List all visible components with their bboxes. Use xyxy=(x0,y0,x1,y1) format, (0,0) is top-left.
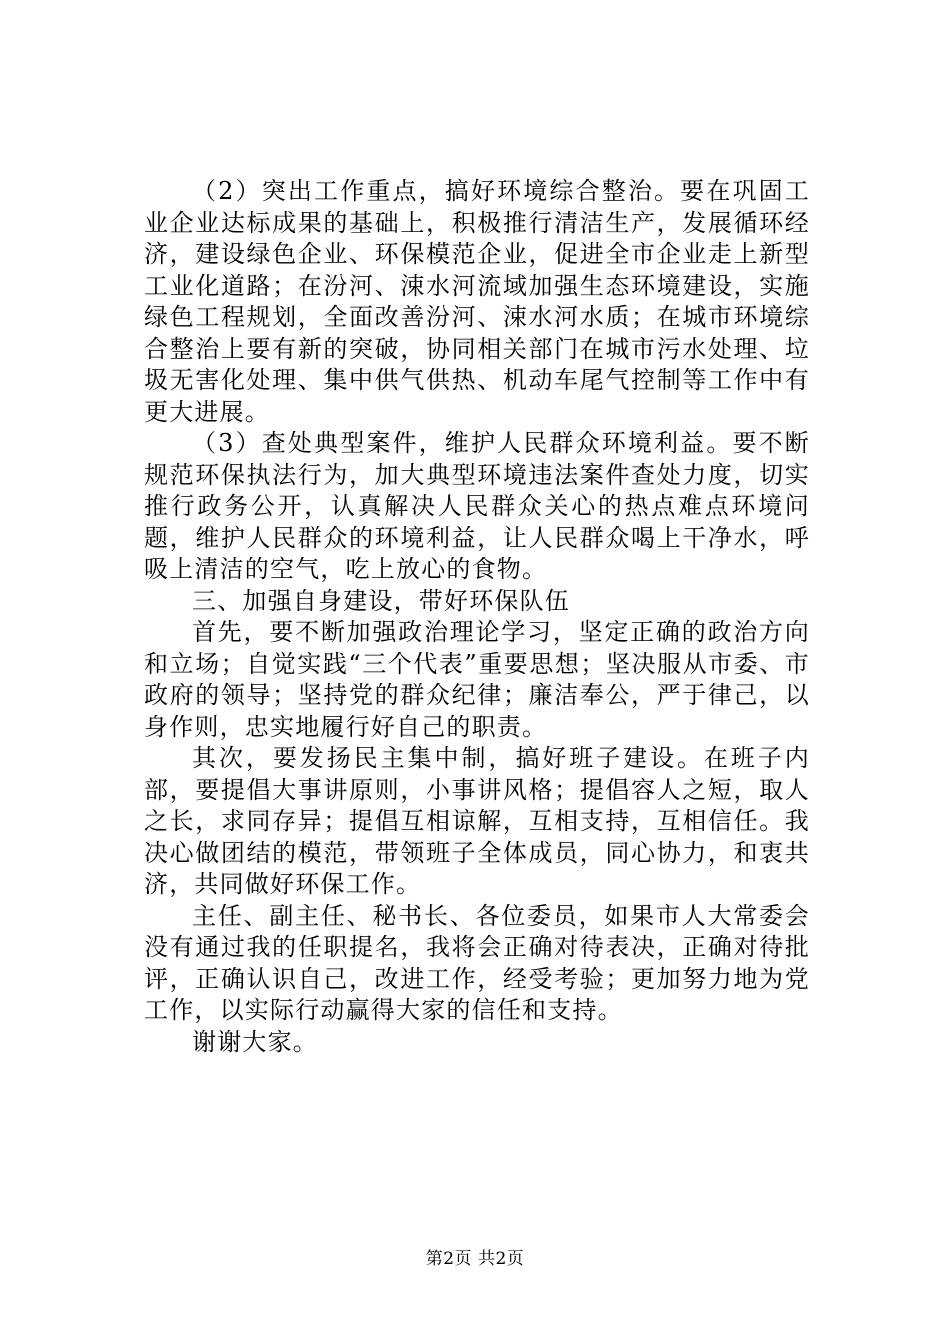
document-body xyxy=(144,176,810,1058)
paragraph-second-democratic-centralism: 其次，要发扬民主集中制，搞好班子建设。在班子内部，要提倡大事讲原则，小事讲风格；提倡容人之短，取人之长，求同存异；提倡互相谅解，互相支持，互相信任。我决心做团结的模范，带领班子全体成员，同心协力，和衷共济，共同做好环保工作。 xyxy=(144,744,810,898)
paragraph-thanks: 谢谢大家。 xyxy=(192,1027,318,1056)
paragraph-focus-environment: （2）突出工作重点，搞好环境综合整治。要在巩固工业企业达标成果的基础上，积极推行清洁生产，发展循环经济，建设绿色企业、环保模范企业，促进全市企业走上新型工业化道路；在汾河、涑水河流域加强生态环境建设，实施绿色工程规划，全面改善汾河、涑水河水质；在城市环境综合整治上要有新的突破，协同相关部门在城市污水处理、垃圾无害化处理、集中供气供热、机动车尾气控制等工作中有更大进展。 xyxy=(144,177,810,426)
section-heading-team-building: 三、加强自身建设，带好环保队伍 xyxy=(192,586,570,615)
paragraph-first-political-study: 首先，要不断加强政治理论学习，坚定正确的政治方向和立场；自觉实践“三个代表”重要思想；坚决服从市委、市政府的领导；坚持党的群众纪律；廉洁奉公，严于律己，以身作则，忠实地履行好自己的职责。 xyxy=(144,618,810,741)
paragraph-investigate-cases: （3）查处典型案件，维护人民群众环境利益。要不断规范环保执法行为，加大典型环境违法案件查处力度，切实推行政务公开，认真解决人民群众关心的热点难点环境问题，维护人民群众的环境利益，让人民群众喝上干净水，呼吸上清洁的空气，吃上放心的食物。 xyxy=(144,429,810,583)
page-number-footer: 第2页 共2页 xyxy=(425,1249,525,1269)
paragraph-address-committee: 主任、副主任、秘书长、各位委员，如果市人大常委会没有通过我的任职提名，我将会正确对待表决，正确对待批评，正确认识自己，改进工作，经受考验；更加努力地为党工作，以实际行动赢得大家的信任和支持。 xyxy=(144,901,810,1024)
